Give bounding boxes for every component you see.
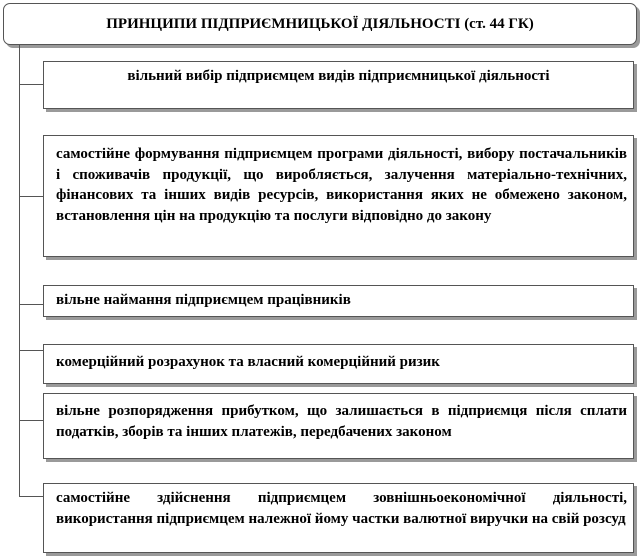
principle-text: комерційний розрахунок та власний комерційний ризик [56, 354, 440, 370]
principle-text: вільне розпорядження прибутком, що залишається в підприємця після сплати податків, зборів та інших платежів, передбачених законом [56, 403, 627, 440]
diagram-title-text: ПРИНЦИПИ ПІДПРИЄМНИЦЬКОЇ ДІЯЛЬНОСТІ (ст. 44 ГК) [106, 15, 534, 32]
connector-branch [19, 84, 43, 85]
principle-box [43, 483, 634, 553]
principle-box [43, 393, 634, 459]
connector-branch [19, 304, 43, 305]
principle-text: вільний вибір підприємцем видів підприємницької діяльності [127, 68, 550, 84]
connector-branch [19, 350, 43, 351]
principle-text: самостійне формування підприємцем програми діяльності, вибору постачальників і споживачів продукції, що виробляється, залучення матеріально-технічних, фінансових та інших видів ресурсів, використання яких не обмежено законом, встановлення цін на продукцію та послуги відповідно до закону [56, 146, 627, 224]
connector-branch [19, 420, 43, 421]
principle-text: вільне наймання підприємцем працівників [56, 292, 351, 308]
principle-box [43, 61, 634, 109]
principle-box [43, 285, 634, 317]
connector-branch [19, 496, 43, 497]
principle-box [43, 135, 634, 257]
diagram-title [3, 3, 637, 45]
principle-box [43, 344, 634, 384]
connector-branch [19, 196, 43, 197]
principle-text: самостійне здійснення підприємцем зовнішньоекономічної діяльності, використання підприємцем належної йому частки валютної виручки на свій розсуд [56, 490, 627, 527]
connector-trunk [19, 45, 20, 497]
